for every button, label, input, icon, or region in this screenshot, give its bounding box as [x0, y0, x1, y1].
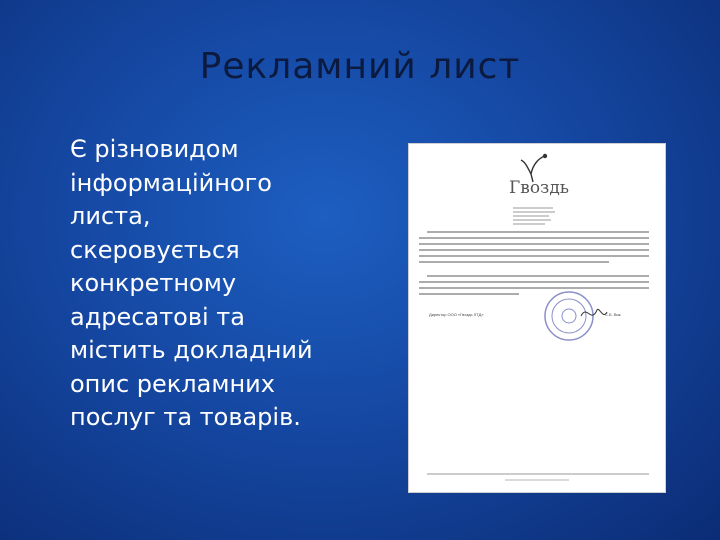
paragraph-lines	[419, 232, 649, 262]
slide-body-text: Є різновидом інформаційного листа, скеровується конкретному адресатові та містить докладний опис рекламних послуг та товарів.	[70, 135, 313, 431]
address-lines	[513, 208, 555, 224]
letter-signee: С.Б. Вик	[605, 312, 621, 317]
stamp-icon	[545, 292, 593, 340]
paragraph-lines-2	[419, 276, 649, 294]
letter-signer: Директор ООО «Гвоздь ЛТД»	[429, 312, 484, 317]
letter-image	[408, 143, 666, 493]
slide-title: Рекламний лист	[199, 46, 521, 87]
letter-logo-text: Гвоздь	[509, 178, 570, 198]
